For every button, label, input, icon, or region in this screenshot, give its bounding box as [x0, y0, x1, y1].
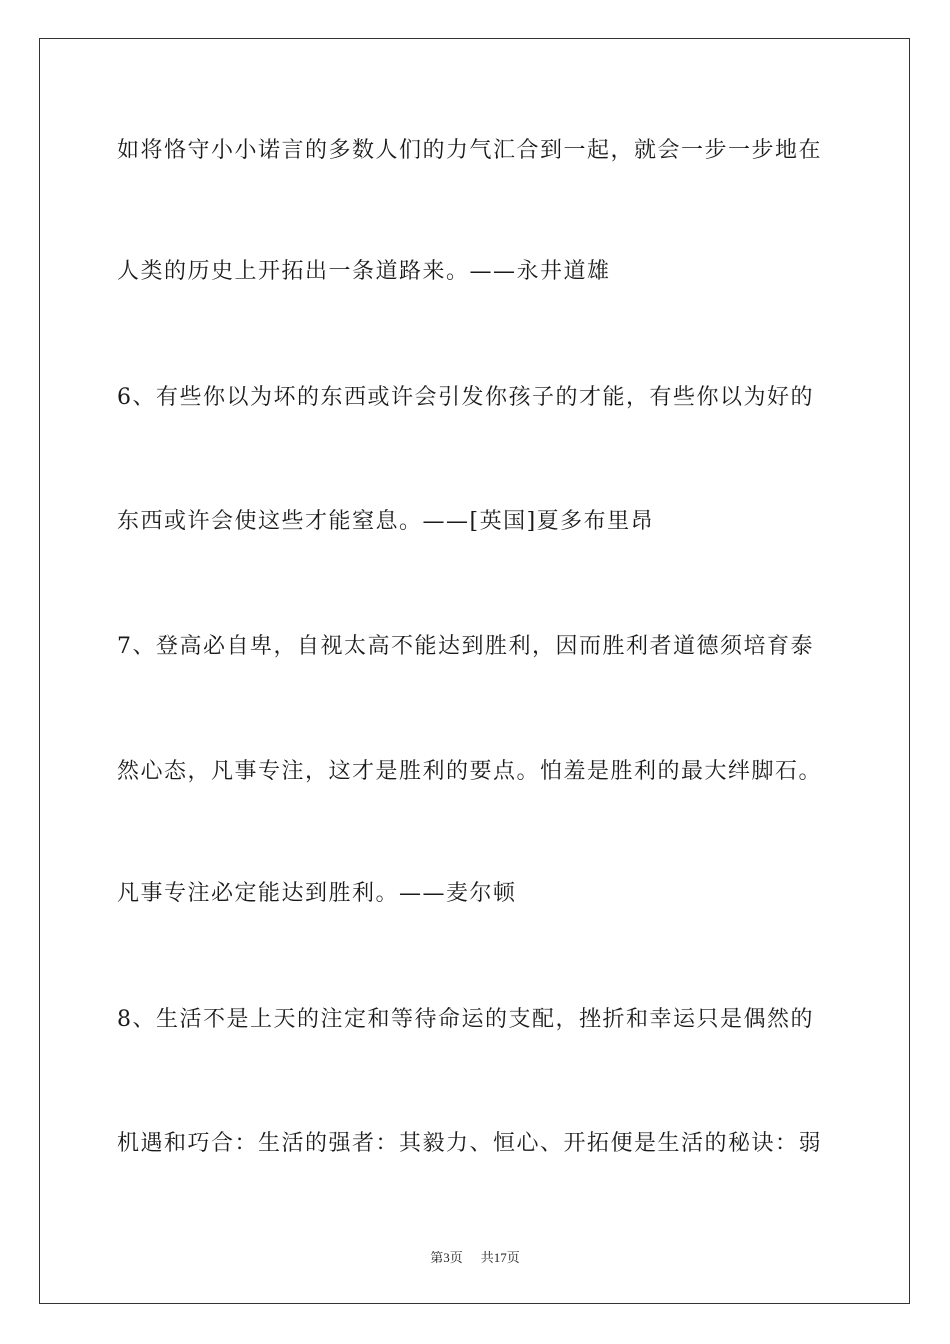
text-line: 东西或许会使这些才能窒息。——[英国]夏多布里昂: [117, 509, 655, 534]
page-footer: [0, 1247, 950, 1266]
page-frame: [39, 38, 910, 1304]
text-line: 凡事专注必定能达到胜利。——麦尔顿: [117, 881, 517, 906]
page-total: 共17页: [480, 1250, 520, 1265]
text-line: 8、生活不是上天的注定和等待命运的支配，挫折和幸运只是偶然的: [117, 1007, 814, 1032]
text-line: 7、登高必自卑，自视太高不能达到胜利，因而胜利者道德须培育泰: [117, 634, 814, 659]
page-number: 第3页: [430, 1250, 463, 1265]
text-line: 然心态，凡事专注，这才是胜利的要点。怕羞是胜利的最大绊脚石。: [117, 759, 823, 784]
text-line: 人类的历史上开拓出一条道路来。——永井道雄: [117, 259, 611, 284]
text-line: 机遇和巧合：生活的强者：其毅力、恒心、开拓便是生活的秘诀：弱: [117, 1131, 823, 1156]
text-line: 如将恪守小小诺言的多数人们的力气汇合到一起，就会一步一步地在: [117, 138, 823, 163]
text-line: 6、有些你以为坏的东西或许会引发你孩子的才能，有些你以为好的: [117, 385, 814, 410]
